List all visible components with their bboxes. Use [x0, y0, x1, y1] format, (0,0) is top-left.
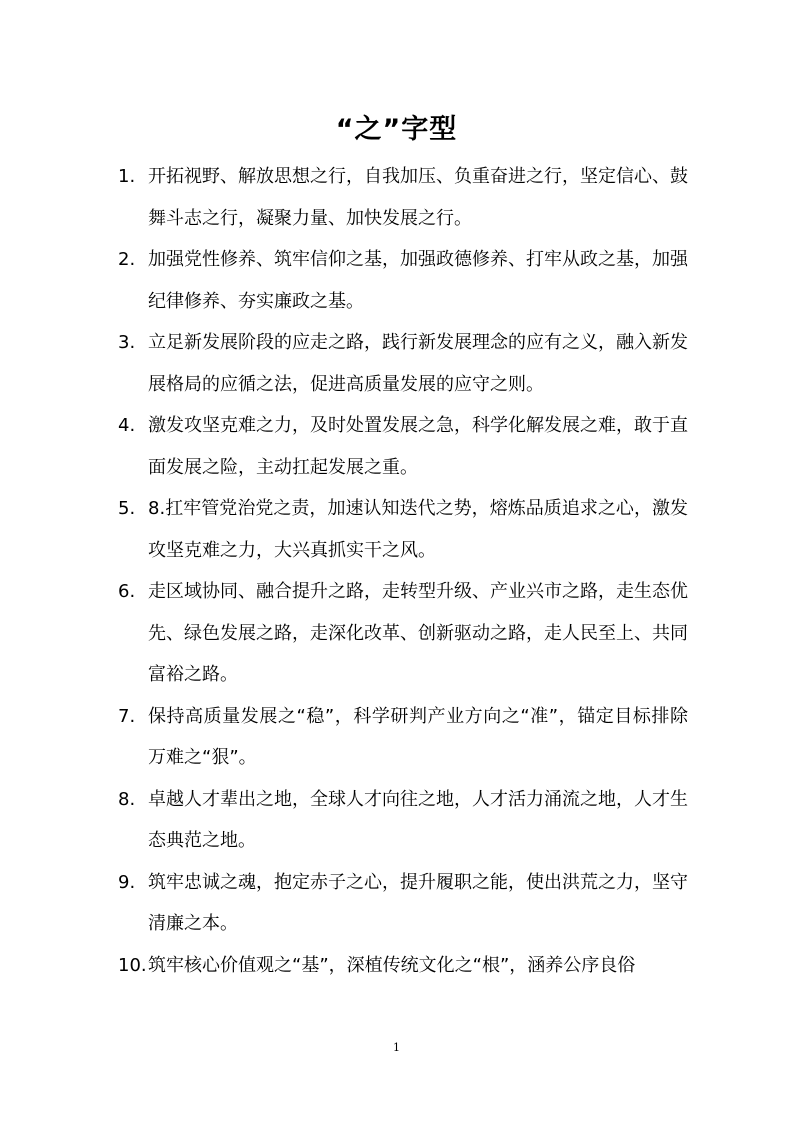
list-item	[118, 322, 688, 405]
list-item	[118, 405, 688, 488]
list-item-number: 2.	[118, 249, 136, 270]
list-item-number: 6.	[118, 581, 136, 602]
list-item	[118, 571, 688, 696]
list-item-text: 筑牢忠诚之魂，抱定赤子之心，提升履职之能，使出洪荒之力，坚守清廉之本。	[148, 871, 688, 934]
list-item-text: 8.扛牢管党治党之责，加速认知迭代之势，熔炼品质追求之心，激发攻坚克难之力，大兴真抓实干之风。	[148, 498, 688, 561]
numbered-list	[118, 156, 688, 986]
list-item-text: 保持高质量发展之“稳”，科学研判产业方向之“准”，锚定目标排除万难之“狠”。	[148, 705, 688, 768]
list-item-text: 立足新发展阶段的应走之路，践行新发展理念的应有之义，融入新发展格局的应循之法，促进高质量发展的应守之则。	[148, 332, 688, 395]
list-item	[118, 945, 688, 987]
list-item	[118, 696, 688, 779]
list-item-number: 10.	[118, 954, 147, 976]
list-item-text: 走区域协同、融合提升之路，走转型升级、产业兴市之路，走生态优先、绿色发展之路，走深化改革、创新驱动之路，走人民至上、共同富裕之路。	[148, 581, 688, 685]
list-item-number: 4.	[118, 415, 136, 436]
list-item-number: 1.	[118, 166, 136, 187]
list-item-number: 9.	[118, 871, 136, 893]
list-item-number: 5.	[118, 498, 136, 519]
list-item-text: 加强党性修养、筑牢信仰之基，加强政德修养、打牢从政之基，加强纪律修养、夯实廉政之基。	[148, 249, 688, 312]
list-item	[118, 239, 688, 322]
list-item	[118, 156, 688, 239]
list-item-number: 3.	[118, 332, 136, 353]
list-item-number: 8.	[118, 788, 136, 810]
list-item-text: 开拓视野、解放思想之行，自我加压、负重奋进之行，坚定信心、鼓舞斗志之行，凝聚力量、加快发展之行。	[148, 166, 688, 229]
list-item-text: 卓越人才辈出之地，全球人才向往之地，人才活力涌流之地，人才生态典范之地。	[148, 788, 688, 851]
list-item-number: 7.	[118, 705, 136, 727]
list-item-text: 激发攻坚克难之力，及时处置发展之急，科学化解发展之难，敢于直面发展之险，主动扛起发展之重。	[148, 415, 688, 478]
list-item	[118, 488, 688, 571]
page-number: 1	[393, 1041, 400, 1054]
list-item-text: 筑牢核心价值观之“基”，深植传统文化之“根”，涵养公序良俗	[148, 954, 636, 976]
list-item	[118, 862, 688, 945]
list-item	[118, 779, 688, 862]
page-title: “之”字型	[335, 114, 458, 145]
